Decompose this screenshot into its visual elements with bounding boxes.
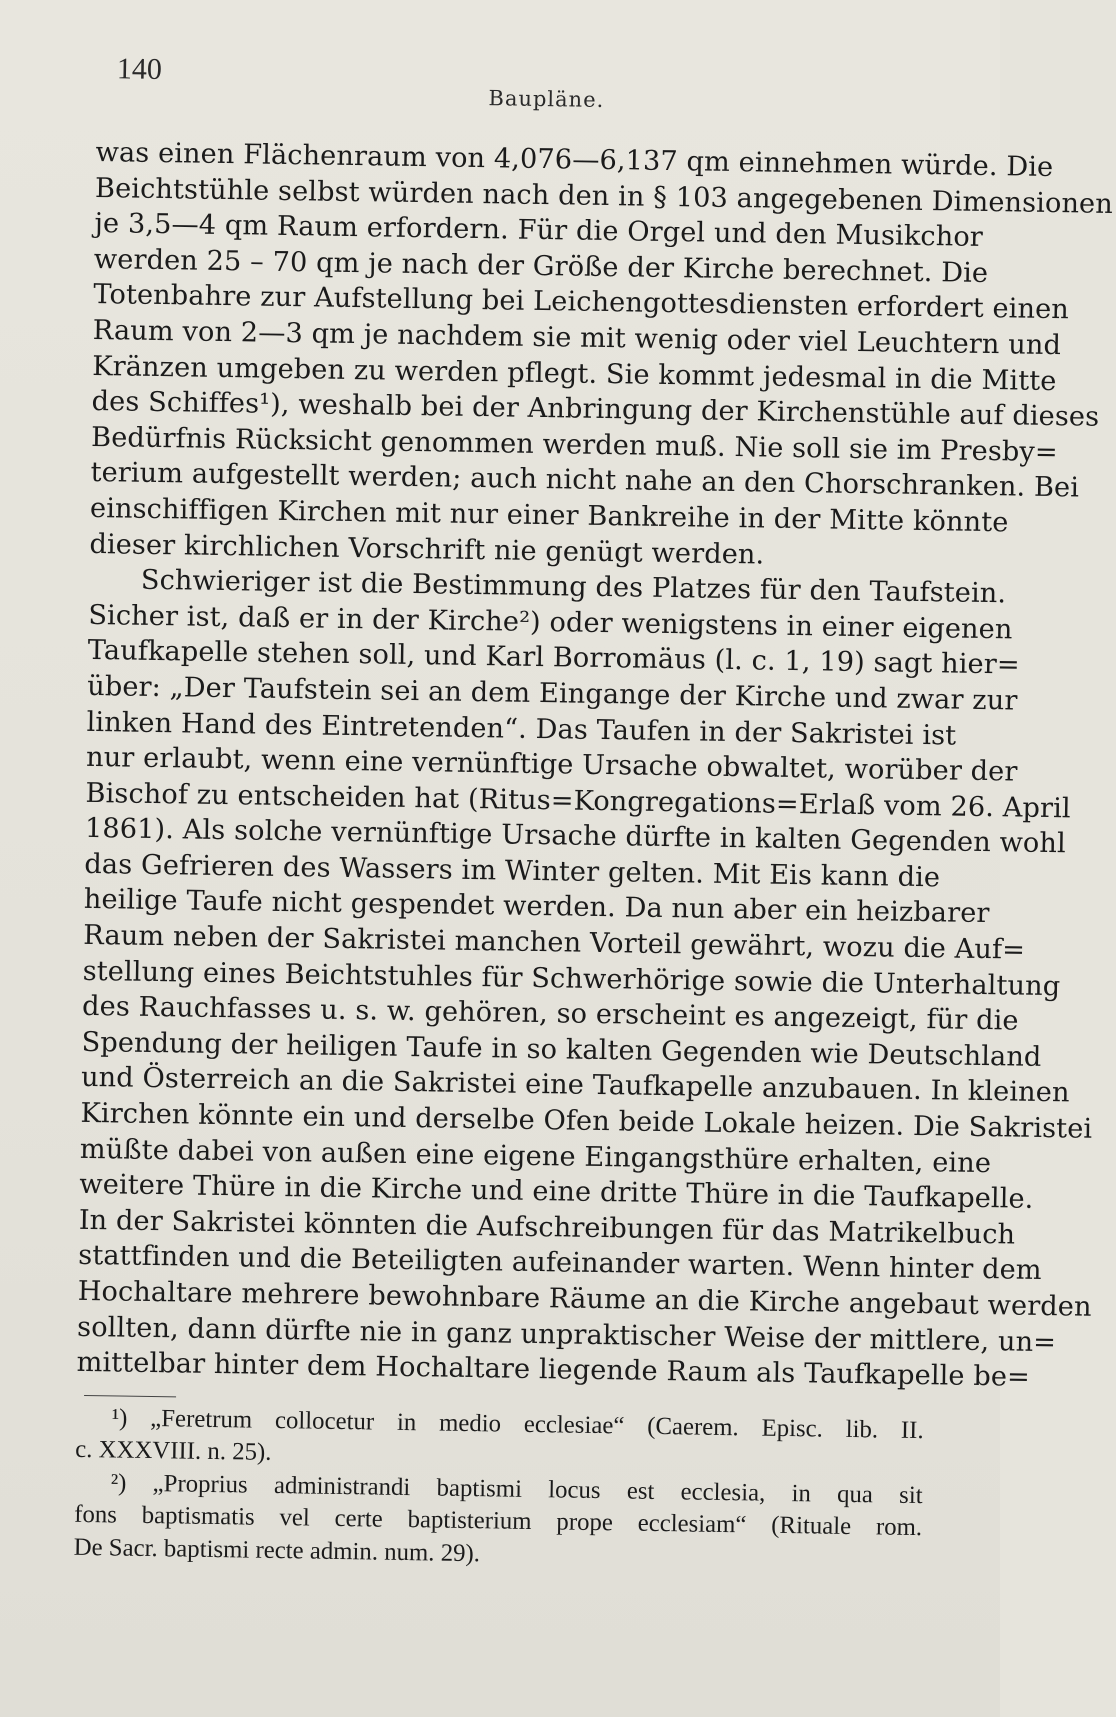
body-line: Spendung der heiligen Taufe in so kalten Gegenden wie Deutschland [81, 1026, 1042, 1073]
body-line: nur erlaubt, wenn eine vernünftige Ursache obwaltet, worüber der [85, 742, 1018, 788]
body-line: stellung eines Beichtstuhles für Schwerhörige sowie die Unterhaltung [82, 955, 1061, 1002]
body-line: heilige Taufe nicht gespendet werden. Da nun aber ein heizbarer [83, 884, 990, 930]
body-line: des Rauchfasses u. s. w. gehören, so erscheint es angezeigt, für die [81, 991, 1019, 1037]
page-number: 140 [116, 52, 163, 87]
body-line: je 3,5—4 qm Raum erfordern. Für die Orgel und den Musikchor [94, 208, 984, 254]
body-line: werden 25 – 70 qm je nach der Größe der Kirche berechnet. Die [93, 243, 989, 289]
body-line: mittelbar hinter dem Hochaltare liegende Raum als Taufkapelle be= [76, 1347, 1031, 1393]
body-line: 1861). Als solche vernünftige Ursache dürfte in kalten Gegenden wohl [84, 813, 1067, 860]
page-header [96, 0, 946, 148]
body-line: weitere Thüre in die Kirche und eine dritte Thüre in die Taufkapelle. [79, 1169, 1034, 1216]
footnotes [73, 1402, 923, 1578]
footnote-line: fons baptismatis vel certe baptisterium prope ecclesiam“ (Rituale rom. [73, 1501, 923, 1542]
body-line: dieser kirchlichen Vorschrift nie genügt werden. [89, 528, 765, 571]
body-line: Bedürfnis Rücksicht genommen werden muß. Nie soll sie im Presby= [90, 421, 1058, 468]
footnote-divider [84, 1395, 176, 1397]
body-line: einschiffigen Kirchen mit nur einer Bankreihe in der Mitte könnte [89, 492, 1009, 539]
body-line: Schwieriger ist die Bestimmung des Platzes für den Taufstein. [140, 564, 1007, 610]
body-line: über: „Der Taufstein sei an dem Eingange der Kirche und zwar zur [86, 670, 1018, 717]
body-line: Bischof zu entscheiden hat (Ritus=Kongregations=Erlaß vom 26. April [85, 777, 1071, 825]
footnote-line: ¹) „Feretrum collocetur in medio ecclesiae“ (Caerem. Episc. lib. II. [111, 1404, 924, 1444]
body-line: und Österreich an die Sakristei eine Taufkapelle anzubauen. In kleinen [80, 1062, 1070, 1109]
body-line: linken Hand des Eintretenden“. Das Taufen in der Sakristei ist [86, 706, 957, 752]
body-line: was einen Flächenraum von 4,076—6,137 qm einnehmen würde. Die [95, 136, 1054, 184]
body-text [76, 135, 1114, 1394]
body-line: stattfinden und die Beteiligten aufeinander warten. Wenn hinter dem [78, 1240, 1042, 1287]
body-line: des Schiffes¹), weshalb bei der Anbringung der Kirchenstühle auf dieses [91, 386, 1100, 433]
body-line: Kirchen könnte ein und derselbe Ofen beide Lokale heizen. Die Sakristei [80, 1097, 1093, 1145]
body-line: sollten, dann dürfte nie in ganz unpraktischer Weise der mittlere, un= [76, 1311, 1057, 1358]
body-line: terium aufgestellt werden; auch nicht nahe an den Chorschranken. Bei [90, 457, 1080, 504]
footnote-line: ²) „Proprius administrandi baptismi locus est ecclesia, in qua sit [110, 1469, 923, 1509]
body-line: Raum neben der Sakristei manchen Vorteil gewährt, wozu die Auf= [83, 919, 1026, 966]
body-line: Totenbahre zur Aufstellung bei Leichengottesdiensten erfordert einen [93, 279, 1070, 326]
body-line: Taufkapelle stehen soll, und Karl Borromäus (l. c. 1, 19) sagt hier= [87, 635, 1020, 681]
footnote-line: c. XXXVIII. n. 25). [75, 1436, 272, 1467]
body-line: Kränzen umgeben zu werden pflegt. Sie kommt jedesmal in die Mitte [92, 350, 1057, 397]
running-head: Baupläne. [488, 86, 605, 112]
body-line: Hochaltare mehrere bewohnbare Räume an die Kirche angebaut werden [77, 1275, 1092, 1323]
body-line: müßte dabei von außen eine eigene Eingangsthüre erhalten, eine [79, 1133, 992, 1179]
body-line: Raum von 2—3 qm je nachdem sie mit wenig oder viel Leuchtern und [92, 314, 1062, 362]
body-line: Sicher ist, daß er in der Kirche²) oder wenigstens in einer eigenen [88, 599, 1013, 646]
footnote-line: De Sacr. baptismi recte admin. num. 29). [73, 1533, 481, 1567]
body-line: das Gefrieren des Wassers im Winter gelten. Mit Eis kann die [84, 848, 941, 894]
body-line: In der Sakristei könnten die Aufschreibungen für das Matrikelbuch [78, 1204, 1016, 1251]
page-content [73, 0, 1114, 1577]
body-line: Beichtstühle selbst würden nach den in § 103 angegebenen Dimensionen [94, 172, 1114, 220]
